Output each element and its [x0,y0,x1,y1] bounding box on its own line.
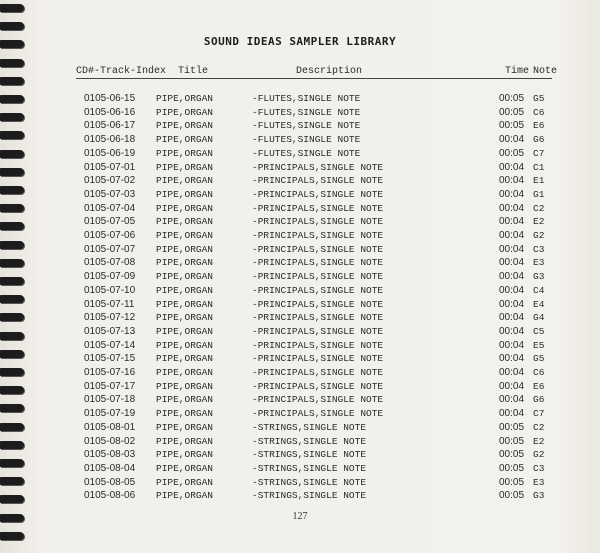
table-row [0,421,600,435]
track-note: G2 [533,449,545,461]
track-description: -PRINCIPALS,SINGLE NOTE [252,380,384,392]
track-note: E6 [533,380,545,392]
table-row [0,393,600,407]
track-note: C7 [533,147,545,159]
track-id: 0105-07-13 [84,325,136,337]
track-note: G3 [533,271,545,283]
track-time: 00:04 [499,353,525,365]
track-title: PIPE,ORGAN [156,339,214,351]
track-note: C6 [533,367,545,378]
track-description: -STRINGS,SINGLE NOTE [252,462,367,474]
track-note: C6 [533,106,545,118]
track-time: 00:04 [499,367,525,378]
table-row [0,119,600,133]
track-title: PIPE,ORGAN [156,202,214,214]
track-id: 0105-07-14 [84,339,136,351]
table-row [0,256,600,270]
track-id: 0105-07-07 [84,243,136,255]
table-row [0,106,600,120]
table-row [0,476,600,490]
track-note: G5 [533,353,545,365]
binding-coil [0,4,24,12]
binding-coil [0,77,24,85]
track-time: 00:04 [499,325,525,337]
table-row [0,202,600,216]
track-description: -PRINCIPALS,SINGLE NOTE [252,339,384,351]
track-title: PIPE,ORGAN [156,134,214,146]
table-row [0,489,600,503]
track-time: 00:05 [499,120,525,132]
track-description: -PRINCIPALS,SINGLE NOTE [252,216,384,228]
track-title: PIPE,ORGAN [156,449,214,461]
track-title: PIPE,ORGAN [156,367,214,378]
track-id: 0105-07-02 [84,175,136,187]
track-time: 00:04 [499,175,525,187]
table-row [0,284,600,298]
track-title: PIPE,ORGAN [156,147,214,159]
table-row [0,448,600,462]
column-header-id: CD#-Track-Index [76,66,167,77]
table-row [0,188,600,202]
table-row [0,147,600,161]
track-id: 0105-07-18 [84,394,136,406]
track-time: 00:05 [499,93,525,104]
track-time: 00:05 [499,435,525,447]
track-title: PIPE,ORGAN [156,298,214,310]
track-description: -PRINCIPALS,SINGLE NOTE [252,202,384,214]
track-title: PIPE,ORGAN [156,353,214,365]
track-note: C3 [533,243,545,255]
track-description: -PRINCIPALS,SINGLE NOTE [252,284,384,296]
track-time: 00:05 [499,476,525,488]
track-description: -PRINCIPALS,SINGLE NOTE [252,243,384,255]
track-time: 00:05 [499,449,525,461]
track-description: -PRINCIPALS,SINGLE NOTE [252,325,384,337]
track-id: 0105-08-03 [84,449,136,461]
track-id: 0105-07-01 [84,161,136,173]
track-id: 0105-06-17 [84,120,136,132]
track-id: 0105-08-06 [84,490,136,502]
track-time: 00:04 [499,284,525,296]
table-row [0,462,600,476]
track-time: 00:04 [499,161,525,173]
track-note: G6 [533,394,545,406]
track-time: 00:04 [499,394,525,406]
track-time: 00:04 [499,134,525,146]
column-header-title: Title [178,66,209,77]
track-time: 00:05 [499,147,525,159]
track-id: 0105-07-17 [84,380,136,392]
track-description: -PRINCIPALS,SINGLE NOTE [252,394,384,406]
track-title: PIPE,ORGAN [156,408,214,420]
track-note: E2 [533,435,545,447]
track-id: 0105-07-12 [84,312,136,324]
table-row [0,298,600,312]
track-title: PIPE,ORGAN [156,106,214,118]
track-time: 00:05 [499,462,525,474]
track-id: 0105-07-08 [84,257,136,269]
track-title: PIPE,ORGAN [156,284,214,296]
track-description: -FLUTES,SINGLE NOTE [252,93,361,104]
binding-coil [0,532,24,540]
track-time: 00:04 [499,380,525,392]
track-time: 00:05 [499,421,525,433]
track-id: 0105-07-19 [84,408,136,420]
track-title: PIPE,ORGAN [156,161,214,173]
table-row [0,352,600,366]
track-note: E3 [533,476,545,488]
track-title: PIPE,ORGAN [156,476,214,488]
track-id: 0105-08-04 [84,462,136,474]
track-description: -STRINGS,SINGLE NOTE [252,421,367,433]
track-description: -FLUTES,SINGLE NOTE [252,134,361,146]
track-time: 00:04 [499,243,525,255]
track-description: -PRINCIPALS,SINGLE NOTE [252,188,384,200]
track-title: PIPE,ORGAN [156,175,214,187]
track-title: PIPE,ORGAN [156,394,214,406]
track-id: 0105-07-06 [84,230,136,241]
track-title: PIPE,ORGAN [156,188,214,200]
table-row [0,339,600,353]
table-row [0,215,600,229]
track-note: G3 [533,490,545,502]
track-description: -PRINCIPALS,SINGLE NOTE [252,257,384,269]
track-id: 0105-08-01 [84,421,136,433]
header-rule [76,78,552,79]
track-time: 00:04 [499,230,525,241]
table-row [0,92,600,106]
binding-coil [0,59,24,67]
track-id: 0105-07-04 [84,202,136,214]
track-title: PIPE,ORGAN [156,257,214,269]
track-description: -STRINGS,SINGLE NOTE [252,476,367,488]
track-id: 0105-07-03 [84,188,136,200]
track-time: 00:04 [499,188,525,200]
track-note: C7 [533,408,545,420]
table-row [0,325,600,339]
track-title: PIPE,ORGAN [156,93,214,104]
track-description: -PRINCIPALS,SINGLE NOTE [252,175,384,187]
track-time: 00:04 [499,257,525,269]
track-id: 0105-07-15 [84,353,136,365]
track-description: -PRINCIPALS,SINGLE NOTE [252,271,384,283]
track-description: -FLUTES,SINGLE NOTE [252,106,361,118]
track-description: -PRINCIPALS,SINGLE NOTE [252,230,384,241]
track-title: PIPE,ORGAN [156,380,214,392]
track-description: -PRINCIPALS,SINGLE NOTE [252,367,384,378]
binding-coil [0,22,24,30]
track-title: PIPE,ORGAN [156,120,214,132]
track-title: PIPE,ORGAN [156,435,214,447]
track-id: 0105-06-18 [84,134,136,146]
track-id: 0105-07-05 [84,216,136,228]
track-description: -PRINCIPALS,SINGLE NOTE [252,298,384,310]
track-id: 0105-07-10 [84,284,136,296]
track-note: C1 [533,161,545,173]
track-title: PIPE,ORGAN [156,421,214,433]
track-description: -PRINCIPALS,SINGLE NOTE [252,161,384,173]
track-time: 00:04 [499,216,525,228]
table-row [0,435,600,449]
table-row [0,243,600,257]
track-description: -STRINGS,SINGLE NOTE [252,449,367,461]
track-time: 00:04 [499,312,525,324]
track-id: 0105-06-15 [84,93,136,104]
track-note: G2 [533,230,545,241]
column-header-description: Description [296,66,363,77]
track-title: PIPE,ORGAN [156,490,214,502]
track-title: PIPE,ORGAN [156,216,214,228]
track-note: G6 [533,134,545,146]
table-row [0,380,600,394]
track-note: E6 [533,120,545,132]
track-note: C5 [533,325,545,337]
track-id: 0105-08-02 [84,435,136,447]
track-time: 00:04 [499,339,525,351]
track-id: 0105-06-16 [84,106,136,118]
track-time: 00:05 [499,106,525,118]
column-header-note: Note [533,66,558,77]
track-description: -STRINGS,SINGLE NOTE [252,435,367,447]
track-title: PIPE,ORGAN [156,243,214,255]
table-row [0,133,600,147]
track-note: E4 [533,298,545,310]
track-note: E3 [533,257,545,269]
track-title: PIPE,ORGAN [156,271,214,283]
track-title: PIPE,ORGAN [156,325,214,337]
track-description: -PRINCIPALS,SINGLE NOTE [252,353,384,365]
table-row [0,407,600,421]
table-row [0,229,600,243]
track-note: E2 [533,216,545,228]
track-description: -STRINGS,SINGLE NOTE [252,490,367,502]
track-note: G1 [533,188,545,200]
track-note: E5 [533,339,545,351]
track-time: 00:05 [499,490,525,502]
column-header-time: Time [505,66,530,77]
track-note: C3 [533,462,545,474]
track-title: PIPE,ORGAN [156,312,214,324]
track-time: 00:04 [499,271,525,283]
track-note: G5 [533,93,545,104]
table-row [0,270,600,284]
track-note: C2 [533,202,545,214]
track-title: PIPE,ORGAN [156,230,214,241]
table-row [0,161,600,175]
track-time: 00:04 [499,408,525,420]
page-number: 127 [292,511,308,522]
track-id: 0105-07-11 [84,298,135,310]
track-note: E1 [533,175,545,187]
track-note: G4 [533,312,545,324]
track-id: 0105-07-09 [84,271,136,283]
table-row [0,174,600,188]
track-description: -FLUTES,SINGLE NOTE [252,147,361,159]
track-time: 00:04 [499,202,525,214]
track-id: 0105-07-16 [84,367,136,378]
table-row [0,311,600,325]
track-id: 0105-08-05 [84,476,136,488]
track-description: -PRINCIPALS,SINGLE NOTE [252,408,384,420]
track-title: PIPE,ORGAN [156,462,214,474]
track-note: C4 [533,284,545,296]
page-title: SOUND IDEAS SAMPLER LIBRARY [203,35,397,48]
track-description: -FLUTES,SINGLE NOTE [252,120,361,132]
track-description: -PRINCIPALS,SINGLE NOTE [252,312,384,324]
table-row [0,366,600,380]
track-note: C2 [533,421,545,433]
track-time: 00:04 [499,298,525,310]
track-id: 0105-06-19 [84,147,136,159]
